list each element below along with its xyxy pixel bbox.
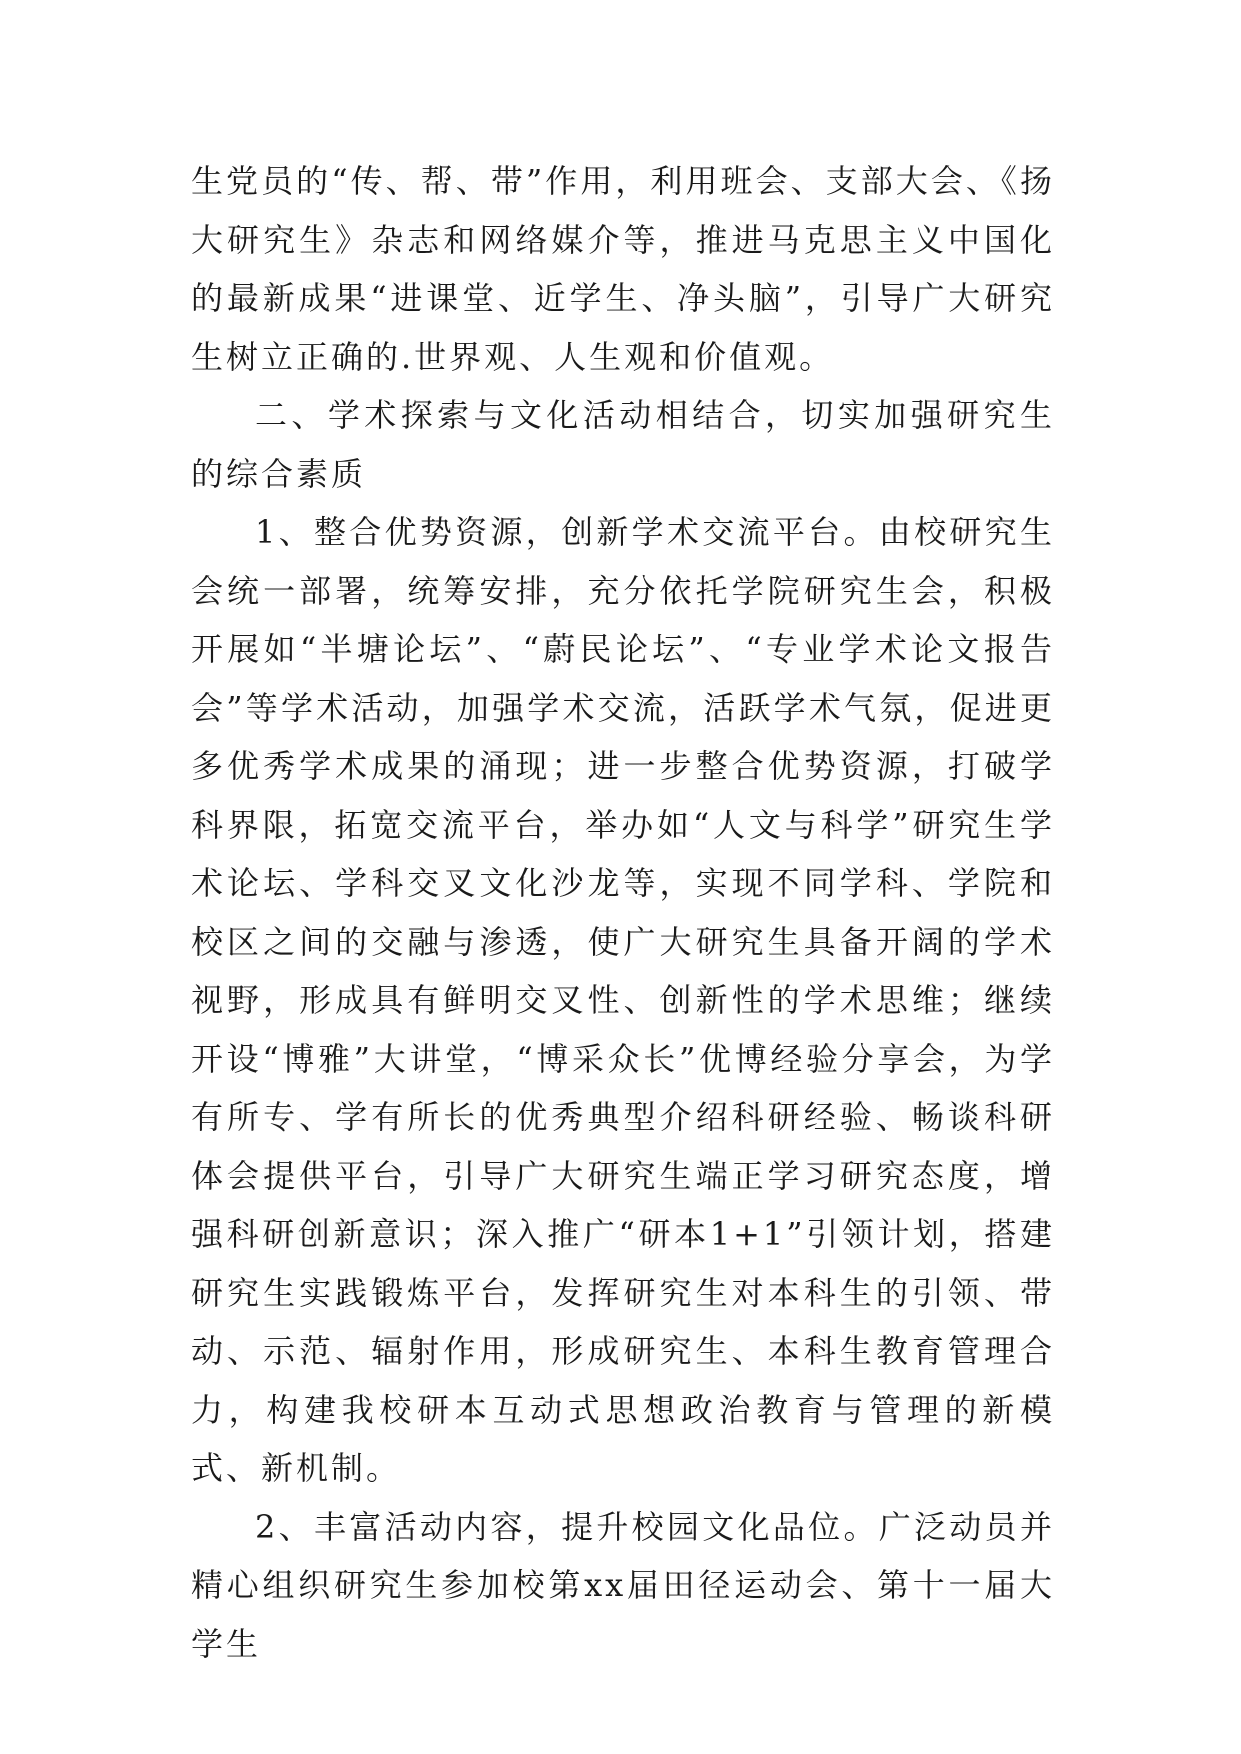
- section-heading-two: 二、学术探索与文化活动相结合，切实加强研究生的综合素质: [191, 396, 1055, 493]
- paragraph-item-two: 2、丰富活动内容，提升校园文化品位。广泛动员并精心组织研究生参加校第xx届田径运动会、第十一届大学生: [191, 1507, 1055, 1663]
- document-page: [191, 152, 1055, 1673]
- paragraph-continuation: 生党员的“传、帮、带”作用，利用班会、支部大会、《扬大研究生》杂志和网络媒介等，推进马克思主义中国化的最新成果“进课堂、近学生、净头脑”，引导广大研究生树立正确的.世界观、人生观和价值观。: [191, 162, 1055, 376]
- paragraph-item-one: 1、整合优势资源，创新学术交流平台。由校研究生会统一部署，统筹安排，充分依托学院研究生会，积极开展如“半塘论坛”、“蔚民论坛”、“专业学术论文报告会”等学术活动，加强学术交流，活跃学术气氛，促进更多优秀学术成果的涌现；进一步整合优势资源，打破学科界限，拓宽交流平台，举办如“人文与科学”研究生学术论坛、学科交叉文化沙龙等，实现不同学科、学院和校区之间的交融与渗透，使广大研究生具备开阔的学术视野，形成具有鲜明交叉性、创新性的学术思维；继续开设“博雅”大讲堂，“博采众长”优博经验分享会，为学有所专、学有所长的优秀典型介绍科研经验、畅谈科研体会提供平台，引导广大研究生端正学习研究态度，增强科研创新意识；深入推广“研本1+1”引领计划，搭建研究生实践锻炼平台，发挥研究生对本科生的引领、带动、示范、辐射作用，形成研究生、本科生教育管理合力，构建我校研本互动式思想政治教育与管理的新模式、新机制。: [191, 513, 1055, 1487]
